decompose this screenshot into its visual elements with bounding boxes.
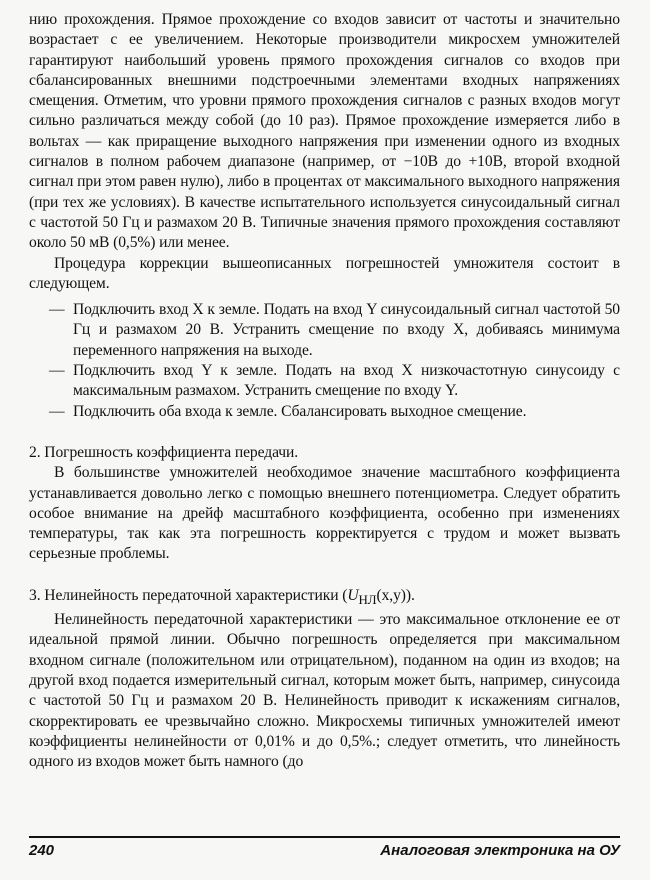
page-number: 240: [29, 842, 55, 859]
procedure-steps-list: [29, 300, 620, 422]
procedure-step: — Подключить вход Y к земле. Подать на вход X низкочастотную синусоиду с максимальным размахом. Устранить смещение по входу Y.: [73, 361, 620, 402]
paragraph-continued: нию прохождения. Прямое прохождение со входов зависит от частоты и значительно возрастает с ее увеличением. Некоторые производители микросхем умножителей гарантируют наибольший уровень прямого прохождения сигналов со входов при сбалансированных внешними подстроечными элементами входных напряжениях смещения. Отметим, что уровни прямого прохождения сигналов с разных входов могут сильно различаться между собой (до 10 раз). Прямое прохождение измеряется либо в вольтах — как приращение выходного напряжения при изменении одного из входных сигналов в полном рабочем диапазоне (например, от −10В до +10В, второй входной сигнал при этом равен нулю), либо в процентах от максимального выходного напряжения (при тех же условиях). В качестве испытательного используется синусоидальный сигнал с частотой 50 Гц и размахом 20 В. Типичные значения прямого прохождения составляют около 50 мВ (0,5%) или менее.: [29, 11, 620, 252]
page-footer: [29, 842, 620, 859]
body-text: [29, 10, 620, 773]
running-title: Аналоговая электроника на ОУ: [380, 842, 620, 859]
nonlinearity-subscript: НЛ: [358, 591, 377, 607]
procedure-step: — Подключить вход X к земле. Подать на вход Y синусоидальный сигнал частотой 50 Гц и размахом 20 В. Устранить смещение по входу X, добиваясь минимума переменного напряжения на выходе.: [73, 300, 620, 361]
section-heading-gain-error: 2. Погрешность коэффициента передачи.: [29, 443, 299, 461]
procedure-step: — Подключить оба входа к земле. Сбалансировать выходное смещение.: [73, 402, 620, 422]
paragraph-nonlinearity: Нелинейность передаточной характеристики — это максимальное отклонение ее от идеальной прямой линии. Обычно погрешность определяется при максимальном входном сигнале (положительном или отрицательном), поданном на один из входов; на другой вход подается измерительный сигнал, которым может быть, например, синусоида с частотой 50 Гц и размахом 20 В. Нелинейность приводит к искажениям сигналов, скорректировать ее чрезвычайно сложно. Микросхемы типичных умножителей имеют коэффициенты нелинейности от 0,01% и до 0,5%.; следует отметить, что линейность одного из входов может быть намного (до: [29, 611, 620, 771]
paragraph-procedure-intro: Процедура коррекции вышеописанных погрешностей умножителя состоит в следующем.: [29, 254, 620, 292]
paragraph-gain-error: В большинстве умножителей необходимое значение масштабного коэффициента устанавливается довольно легко с помощью внешнего потенциометра. Следует обратить особое внимание на дрейф масштабного коэффициента, особенно при изменениях температуры, так как эта погрешность корректируется с трудом и может вызвать серьезные проблемы.: [29, 464, 620, 563]
heading-args: (x,y)).: [376, 586, 415, 604]
heading-text: 3. Нелинейность передаточной характеристики (: [29, 586, 348, 604]
footer-divider: [29, 836, 620, 838]
nonlinearity-symbol: U: [347, 586, 359, 604]
section-heading-nonlinearity: [29, 586, 620, 610]
